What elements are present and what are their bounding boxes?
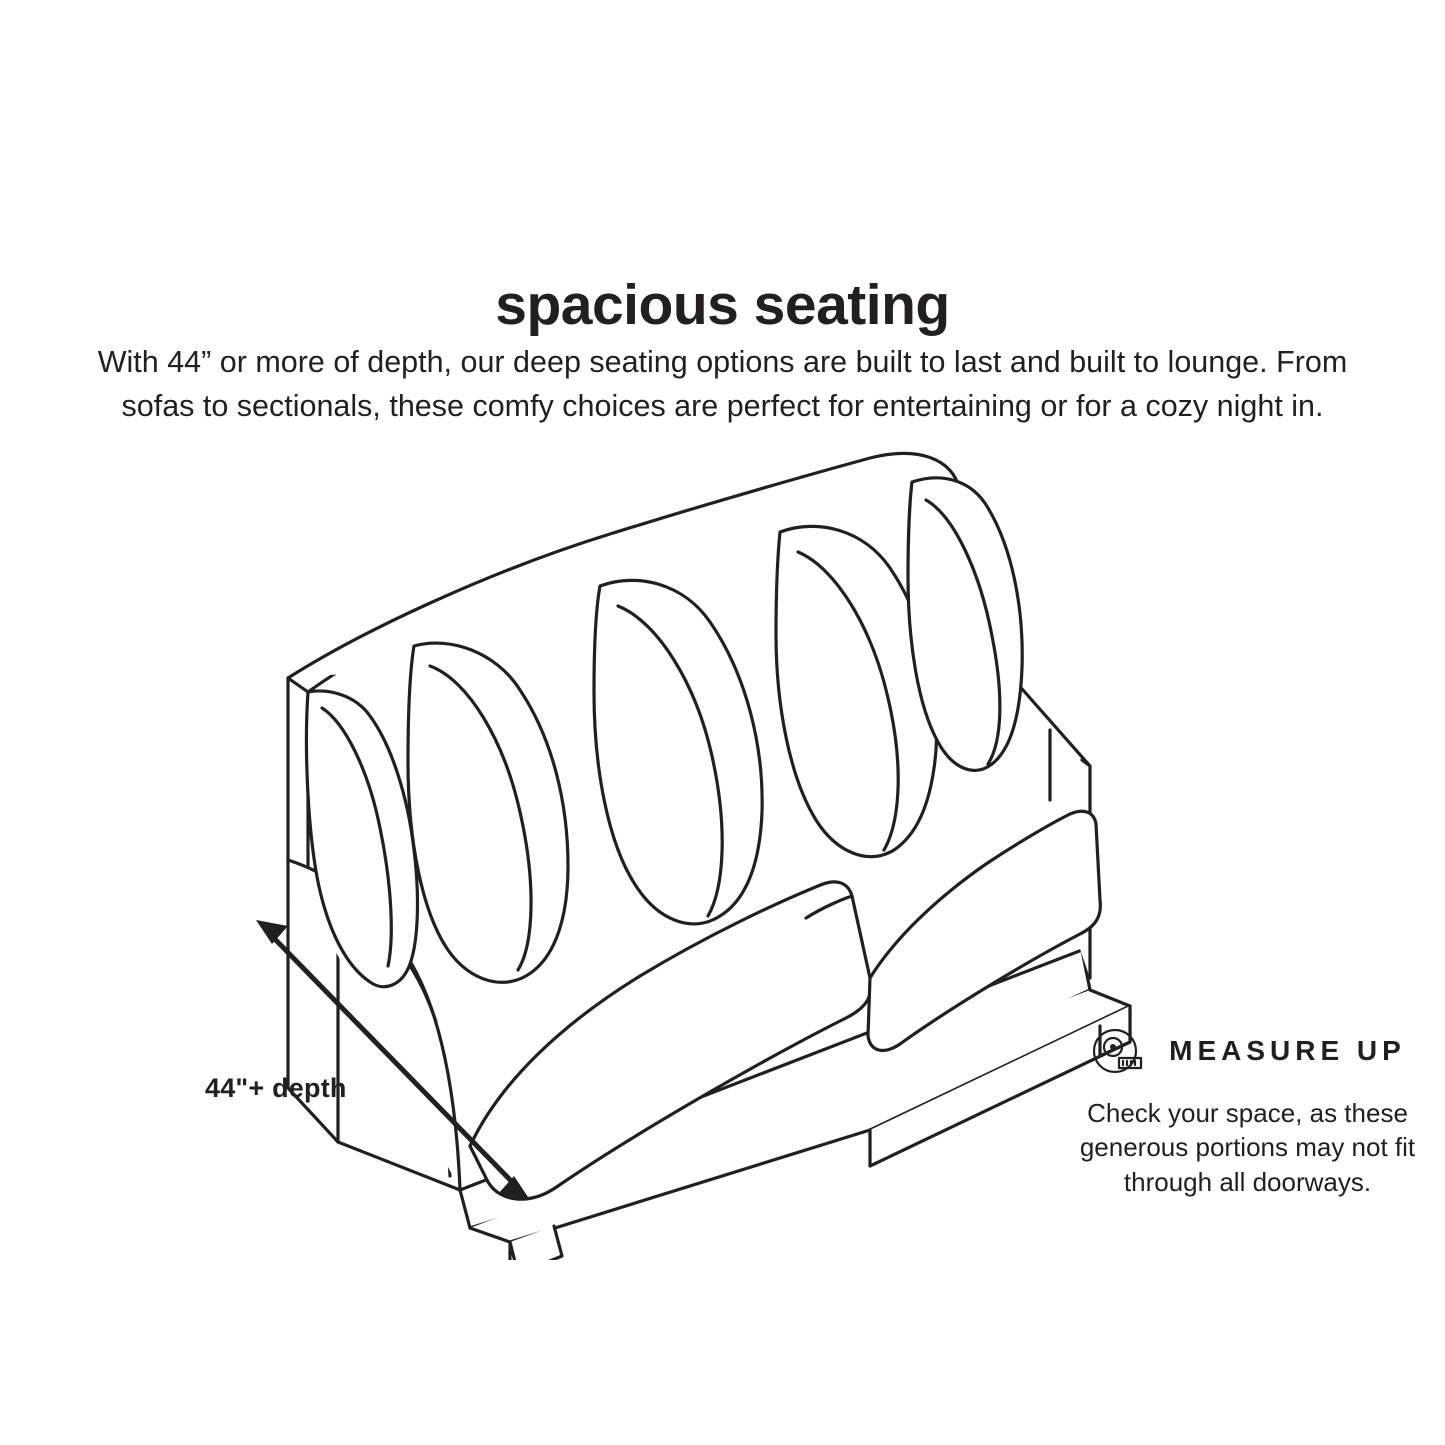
measure-up-body-line-2: generous portions may not fit xyxy=(1079,1132,1416,1163)
measure-up-title: MEASURE UP xyxy=(1169,1035,1406,1066)
measure-up-body-line-1: Check your space, as these xyxy=(1087,1098,1408,1128)
measure-up-body-line-3: through all doorways. xyxy=(1123,1166,1372,1197)
tape-measure-icon xyxy=(1089,1020,1151,1082)
page-description xyxy=(0,340,1445,428)
measure-up-header xyxy=(1060,1020,1435,1082)
measure-up-body xyxy=(1060,1096,1435,1199)
page-description-line-2: sofas to sectionals, these comfy choices are perfect for entertaining or for a cozy night in. xyxy=(121,389,1324,424)
sofa-illustration xyxy=(170,430,1150,1260)
depth-label: 44"+ depth xyxy=(205,1073,347,1103)
page-description-line-1: With 44” or more of depth, our deep seating options are built to last and built to lounge. From xyxy=(97,345,1348,379)
page-title: spacious seating xyxy=(495,273,950,338)
measure-up-block xyxy=(1060,1020,1435,1199)
